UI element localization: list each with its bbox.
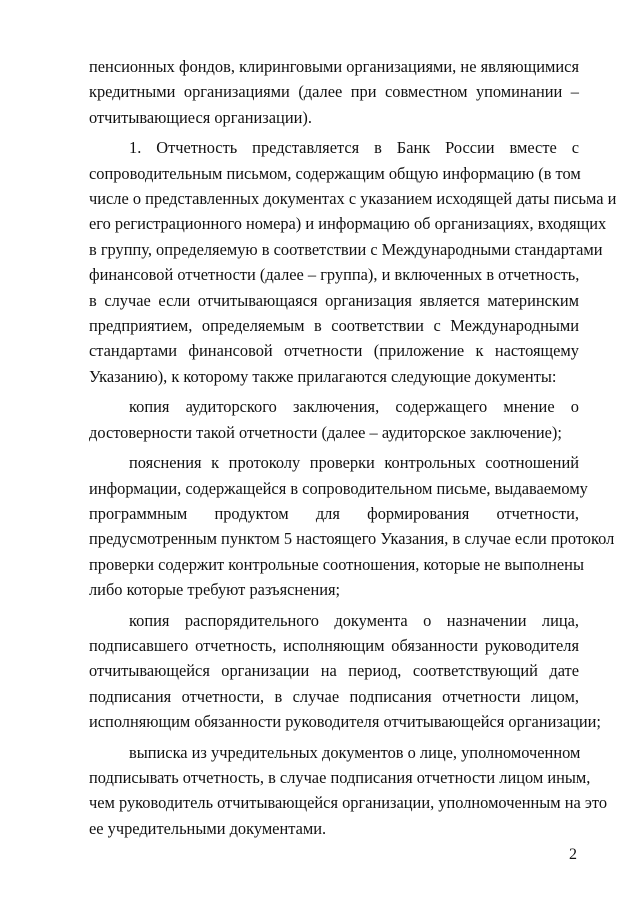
paragraph-p2 (89, 394, 579, 445)
document-body (89, 54, 617, 846)
paragraph-p4 (89, 608, 601, 735)
text-line: отчитывающейся организации на период, соответствующий дате (89, 661, 579, 681)
text-line: чем руководитель отчитывающейся организации, уполномоченным на это (89, 793, 608, 813)
text-line: сопроводительным письмом, содержащим общую информацию (в том (89, 163, 581, 183)
text-line: предприятием, определяемым в соответствии с Международными (89, 316, 579, 336)
text-line: информации, содержащейся в сопроводительном письме, выдаваемому (89, 478, 588, 498)
text-line: либо которые требуют разъяснения; (89, 580, 341, 600)
text-line: пенсионных фондов, клиринговыми организациями, не являющимися (89, 57, 579, 76)
paragraph-p0 (89, 54, 579, 130)
text-line: ее учредительными документами. (89, 818, 327, 838)
text-line: 1. Отчетность представляется в Банк России вместе с (129, 138, 579, 158)
text-line: отчитывающиеся организации). (89, 107, 312, 127)
text-line: его регистрационного номера) и информацию об организациях, входящих (89, 214, 607, 234)
text-line: стандартами финансовой отчетности (приложение к настоящему (89, 341, 579, 361)
text-line: Указанию), к которому также прилагаются следующие документы: (89, 366, 557, 386)
text-line: программным продуктом для формирования отчетности, (89, 503, 579, 523)
text-line: в случае если отчитывающаяся организация является материнским (89, 290, 579, 310)
text-line: финансовой отчетности (далее – группа), и включенных в отчетность, (89, 265, 580, 285)
text-line: проверки содержит контрольные соотношения, которые не выполнены (89, 554, 584, 574)
text-line: пояснения к протоколу проверки контрольных соотношений (129, 453, 579, 473)
text-line: выписка из учредительных документов о лице, уполномоченном (129, 742, 581, 762)
text-line: исполняющим обязанности руководителя отчитывающейся организации; (89, 712, 601, 732)
text-line: в группу, определяемую в соответствии с Международными стандартами (89, 239, 603, 259)
text-line: достоверности такой отчетности (далее – аудиторское заключение); (89, 422, 562, 442)
page-number: 2 (569, 846, 577, 863)
paragraph-p5 (89, 740, 608, 842)
paragraph-p3 (89, 450, 615, 602)
text-line: подписывать отчетность, в случае подписания отчетности лицом иным, (89, 767, 591, 787)
text-line: подписания отчетности, в случае подписания отчетности лицом, (89, 686, 579, 706)
text-line: кредитными организациями (далее при совместном упоминании – (89, 82, 579, 102)
text-line: подписавшего отчетность, исполняющим обязанности руководителя (89, 635, 579, 655)
text-line: копия распорядительного документа о назначении лица, (129, 610, 579, 630)
text-line: числе о представленных документах с указанием исходящей даты письма и (89, 189, 617, 209)
text-line: предусмотренным пунктом 5 настоящего Указания, в случае если протокол (89, 529, 615, 549)
text-line: копия аудиторского заключения, содержащего мнение о (129, 397, 579, 417)
paragraph-p1 (89, 135, 617, 389)
